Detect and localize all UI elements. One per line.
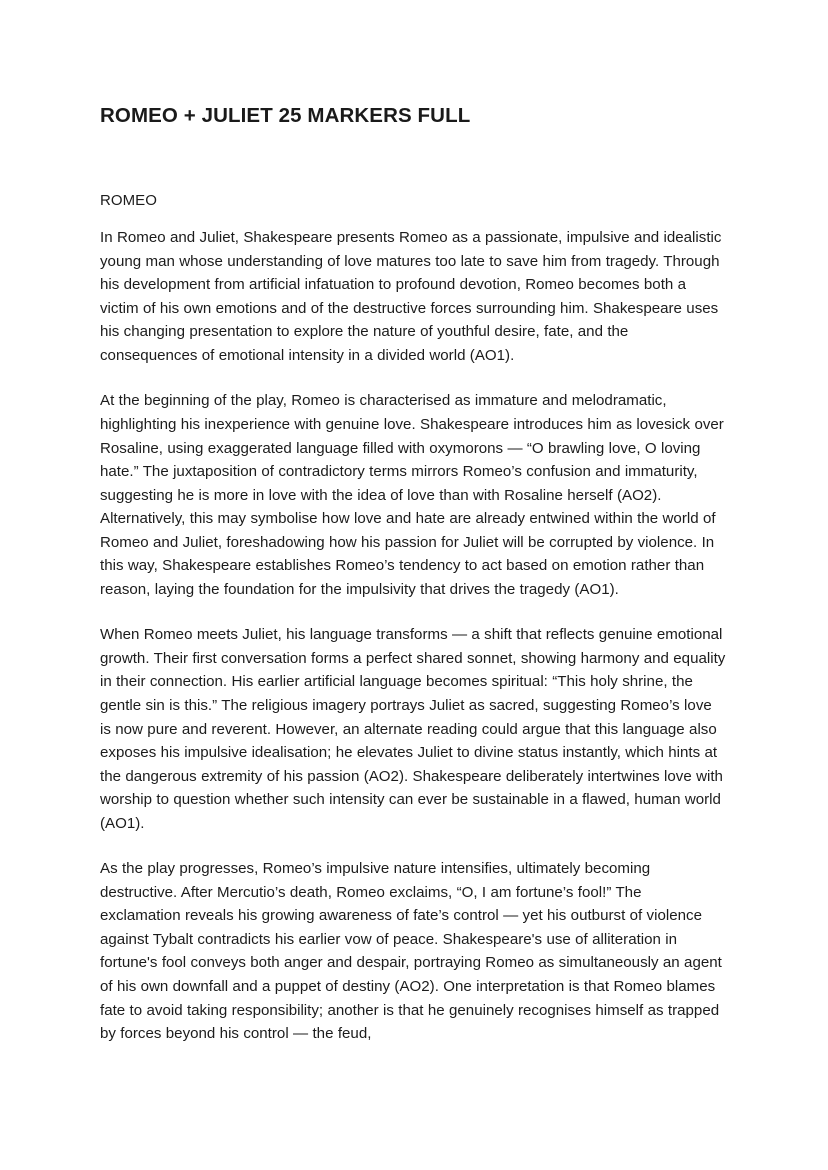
body-paragraph: In Romeo and Juliet, Shakespeare presents Romeo as a passionate, impulsive and idealistic young man whose understanding of love matures too late to save him from tragedy. Through his development from artificial infatuation to profound devotion, Romeo becomes both a victim of his own emotions and of the destructive forces surrounding him. Shakespeare uses his changing presentation to explore the nature of youthful desire, fate, and the consequences of emotional intensity in a divided world (AO1). <box>100 229 722 364</box>
body-paragraph: When Romeo meets Juliet, his language transforms — a shift that reflects genuine emotional growth. Their first conversation forms a perfect shared sonnet, showing harmony and equality in their connection. His earlier artificial language becomes spiritual: “This holy shrine, the gentle sin is this.” The religious imagery portrays Juliet as sacred, suggesting Romeo’s love is now pure and reverent. However, an alternate reading could argue that this language also exposes his impulsive idealisation; he elevates Juliet to divine status instantly, which hints at the dangerous extremity of his passion (AO2). Shakespeare deliberately intertwines love with worship to question whether such intensity can ever be sustainable in a flawed, human world (AO1). <box>100 626 726 832</box>
body-paragraph: At the beginning of the play, Romeo is characterised as immature and melodramatic, highlighting his inexperience with genuine love. Shakespeare introduces him as lovesick over Rosaline, using exaggerated language filled with oxymorons — “O brawling love, O loving hate.” The juxtaposition of contradictory terms mirrors Romeo’s confusion and immaturity, suggesting he is more in love with the idea of love than with Rosaline herself (AO2). Alternatively, this may symbolise how love and hate are already entwined within the world of Romeo and Juliet, foreshadowing how his passion for Juliet will be corrupted by violence. In this way, Shakespeare establishes Romeo’s tendency to act based on emotion rather than reason, laying the foundation for the impulsivity that drives the tragedy (AO1). <box>100 392 724 598</box>
page-title: ROMEO + JULIET 25 MARKERS FULL <box>100 104 471 127</box>
section-heading-romeo: ROMEO <box>100 191 157 209</box>
document-content <box>100 0 726 1046</box>
body-text-container <box>100 210 726 1046</box>
body-paragraph: As the play progresses, Romeo’s impulsive nature intensifies, ultimately becoming destructive. After Mercutio’s death, Romeo exclaims, “O, I am fortune’s fool!” The exclamation reveals his growing awareness of fate’s control — yet his outburst of violence against Tybalt contradicts his earlier vow of peace. Shakespeare's use of alliteration in fortune's fool conveys both anger and despair, portraying Romeo as simultaneously an agent of his own downfall and a puppet of destiny (AO2). One interpretation is that Romeo blames fate to avoid taking responsibility; another is that he genuinely recognises himself as trapped by forces beyond his control — the feud, <box>100 860 722 1043</box>
